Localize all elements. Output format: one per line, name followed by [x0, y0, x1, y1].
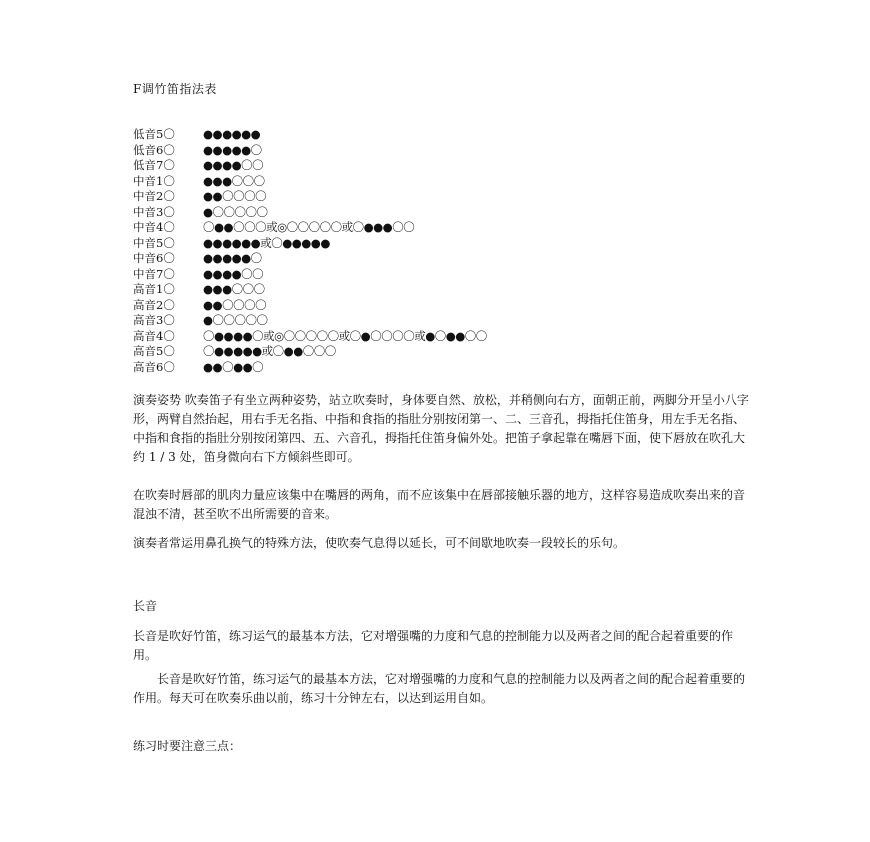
fingering-pattern: ●●〇●●〇 — [203, 359, 264, 374]
paragraph-lips: 在吹奏时唇部的肌肉力量应该集中在嘴唇的两角，而不应该集中在唇部接触乐器的地方，这样容易造成吹奏出来的音混浊不清，甚至吹不出所需要的音来。 — [133, 488, 746, 521]
fingering-row — [133, 205, 487, 221]
fingering-pattern: ●●●●〇〇 — [203, 266, 264, 281]
note-label: 中音4〇 — [133, 220, 175, 234]
fingering-row — [133, 174, 487, 190]
fingering-row — [133, 143, 487, 159]
note-label: 中音7〇 — [133, 266, 175, 281]
fingering-pattern: 〇●●●●〇或◎〇〇〇〇〇或〇●〇〇〇〇或●〇●●〇〇 — [203, 328, 487, 343]
fingering-pattern: ●●〇〇〇〇 — [203, 189, 267, 203]
fingering-row — [133, 251, 487, 267]
fingering-pattern: 〇●●〇〇〇或◎〇〇〇〇〇或〇●●●〇〇 — [203, 220, 415, 234]
note-label: 中音6〇 — [133, 251, 175, 265]
note-label: 中音1〇 — [133, 173, 175, 188]
fingering-row — [133, 329, 487, 345]
fingering-pattern: ●●●●●〇 — [203, 251, 262, 265]
paragraph-notes: 练习时要注意三点： — [133, 739, 242, 753]
note-label: 高音5〇 — [133, 344, 175, 358]
fingering-pattern: ●●●〇〇〇 — [203, 173, 265, 188]
fingering-table — [133, 127, 487, 375]
fingering-pattern: ●●●●●● — [203, 127, 261, 141]
fingering-pattern: ●●●●●●或〇●●●●● — [203, 235, 330, 250]
note-label: 高音2〇 — [133, 297, 175, 312]
note-label: 高音1〇 — [133, 282, 175, 296]
fingering-pattern: ●●●●●〇 — [203, 142, 262, 157]
note-label: 中音5〇 — [133, 235, 175, 250]
note-label: 高音6〇 — [133, 359, 175, 374]
fingering-row — [133, 158, 487, 174]
note-label: 高音4〇 — [133, 328, 175, 343]
fingering-row — [133, 282, 487, 298]
note-label: 低音6〇 — [133, 142, 175, 157]
fingering-pattern: ●●〇〇〇〇 — [203, 297, 267, 312]
fingering-row — [133, 236, 487, 252]
fingering-row — [133, 360, 487, 376]
paragraph-posture: 演奏姿势 吹奏笛子有坐立两种姿势，站立吹奏时，身体要自然、放松，并稍侧向右方，面朝正前，两脚分开呈小八字形，两臂自然抬起，用右手无名指、中指和食指的指肚分别按闭第一、二、三音孔，拇指托住笛身，用左手无名指、中指和食指的指肚分别按闭第四、五、六音孔，拇指托住笛身偏外处。把笛子拿起靠在嘴唇下面，使下唇放在吹孔大约 1 / 3 处，笛身微向右下方倾斜些即可。 — [133, 393, 749, 464]
note-label: 中音2〇 — [133, 189, 175, 203]
fingering-row — [133, 313, 487, 329]
paragraph-long-tone-2: 长音是吹好竹笛，练习运气的最基本方法，它对增强嘴的力度和气息的控制能力以及两者之间的配合起着重要的作用。每天可在吹奏乐曲以前，练习十分钟左右，以达到运用自如。 — [133, 672, 746, 705]
fingering-row — [133, 267, 487, 283]
section-heading-long-tone: 长音 — [133, 599, 158, 613]
fingering-pattern: 〇●●●●●或〇●●〇〇〇 — [203, 344, 336, 358]
note-label: 中音3〇 — [133, 204, 175, 219]
fingering-pattern: ●〇〇〇〇〇 — [203, 204, 268, 219]
fingering-row — [133, 189, 487, 205]
fingering-row — [133, 220, 487, 236]
document-title: F调竹笛指法表 — [133, 82, 217, 96]
fingering-pattern: ●●●●〇〇 — [203, 158, 264, 172]
fingering-row — [133, 344, 487, 360]
fingering-pattern: ●●●〇〇〇 — [203, 282, 265, 296]
fingering-pattern: ●〇〇〇〇〇 — [203, 313, 268, 327]
note-label: 低音7〇 — [133, 158, 175, 172]
fingering-row — [133, 298, 487, 314]
note-label: 低音5〇 — [133, 127, 175, 141]
note-label: 高音3〇 — [133, 313, 175, 327]
fingering-row — [133, 127, 487, 143]
paragraph-long-tone-1: 长音是吹好竹笛，练习运气的最基本方法，它对增强嘴的力度和气息的控制能力以及两者之间的配合起着重要的作用。 — [133, 629, 734, 662]
paragraph-breath: 演奏者常运用鼻孔换气的特殊方法，使吹奏气息得以延长，可不间歇地吹奏一段较长的乐句。 — [133, 536, 626, 550]
